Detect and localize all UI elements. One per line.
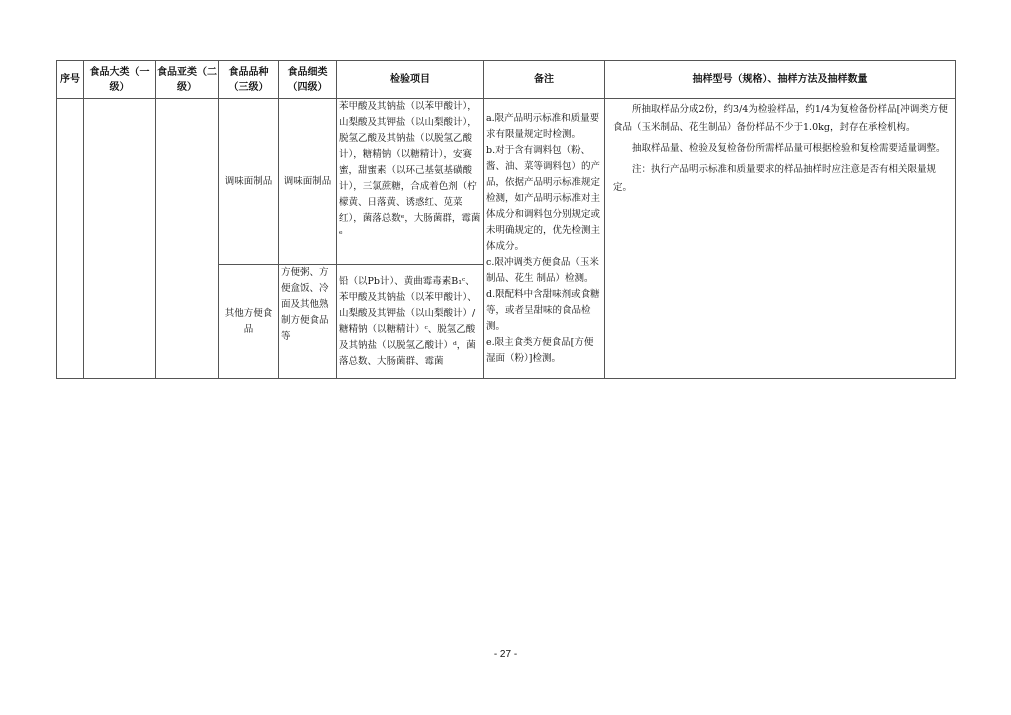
detail-category-cell: 方便粥、方便盒饭、冷面及其他熟制方便食品等 (279, 265, 337, 379)
header-detail-category: 食品细类（四级） (279, 61, 337, 99)
page-number: - 27 - (493, 649, 518, 660)
header-notes: 备注 (484, 61, 605, 99)
detail-category-cell: 调味面制品 (279, 99, 337, 265)
inspection-items-cell: 铅（以Pb计）、黄曲霉毒素B₁ᶜ、苯甲酸及其钠盐（以苯甲酸计）、山梨酸及其钾盐（以山梨酸计）/糖精钠（以糖精计）ᶜ、脱氢乙酸及其钠盐（以脱氢乙酸计）ᵈ，菌落总数、大肠菌群、霉菌 (337, 265, 484, 379)
inspection-items-cell: 苯甲酸及其钠盐（以苯甲酸计），山梨酸及其钾盐（以山梨酸计），脱氢乙酸及其钠盐（以脱氢乙酸计），糖精钠（以糖精计），安赛蜜，甜蜜素（以环己基氨基磺酸计），三氯蔗糖，合成着色剂（柠檬黄、日落黄、诱惑红、苋菜红），菌落总数ᵉ，大肠菌群，霉菌ᵉ (337, 99, 484, 265)
header-major-category: 食品大类（一级） (84, 61, 156, 99)
sub-category-cell (156, 99, 219, 379)
header-inspection-items: 检验项目 (337, 61, 484, 99)
header-seq: 序号 (57, 61, 84, 99)
sampling-method-cell (605, 99, 956, 379)
seq-cell (57, 99, 84, 379)
method-paragraph: 抽取样品量、检验及复检备份所需样品量可根据检验和复检需要适量调整。 (632, 143, 946, 154)
table-row (57, 99, 956, 265)
notes-cell (484, 99, 605, 379)
note-b: b.对于含有调料包（粉、酱、油、菜等调料包）的产品，依据产品明示标准规定检测，如产品明示标准对主体成分和调料包分别规定或未明确规定的，优先检测主体成分。 (486, 145, 601, 252)
major-category-cell (84, 99, 156, 379)
note-c: c.限冲调类方便食品（玉米制品、花生 制品）检测。 (486, 257, 599, 284)
note-a: a.限产品明示标准和质量要求有限量规定时检测。 (486, 113, 600, 140)
header-sampling-method: 抽样型号（规格）、抽样方法及抽样数量 (605, 61, 956, 99)
method-paragraph: 注：执行产品明示标准和质量要求的样品抽样时应注意是否有相关限量规定。 (613, 164, 937, 193)
method-paragraph: 所抽取样品分成2份，约3/4为检验样品，约1/4为复检备份样品[冲调类方便食品（玉米制品、花生制品）备份样品不少于1.0kg，封存在承检机构。 (613, 104, 948, 133)
sampling-table (56, 60, 956, 379)
note-e: e.限主食类方便食品[方便湿面（粉）]检测。 (486, 337, 594, 364)
note-d: d.限配料中含甜味剂或食糖等，或者呈甜味的食品检测。 (486, 289, 600, 332)
variety-cell: 调味面制品 (219, 99, 279, 265)
header-row (57, 61, 956, 99)
variety-cell: 其他方便食品 (219, 265, 279, 379)
header-sub-category: 食品亚类（二级） (156, 61, 219, 99)
header-variety: 食品品种（三级） (219, 61, 279, 99)
